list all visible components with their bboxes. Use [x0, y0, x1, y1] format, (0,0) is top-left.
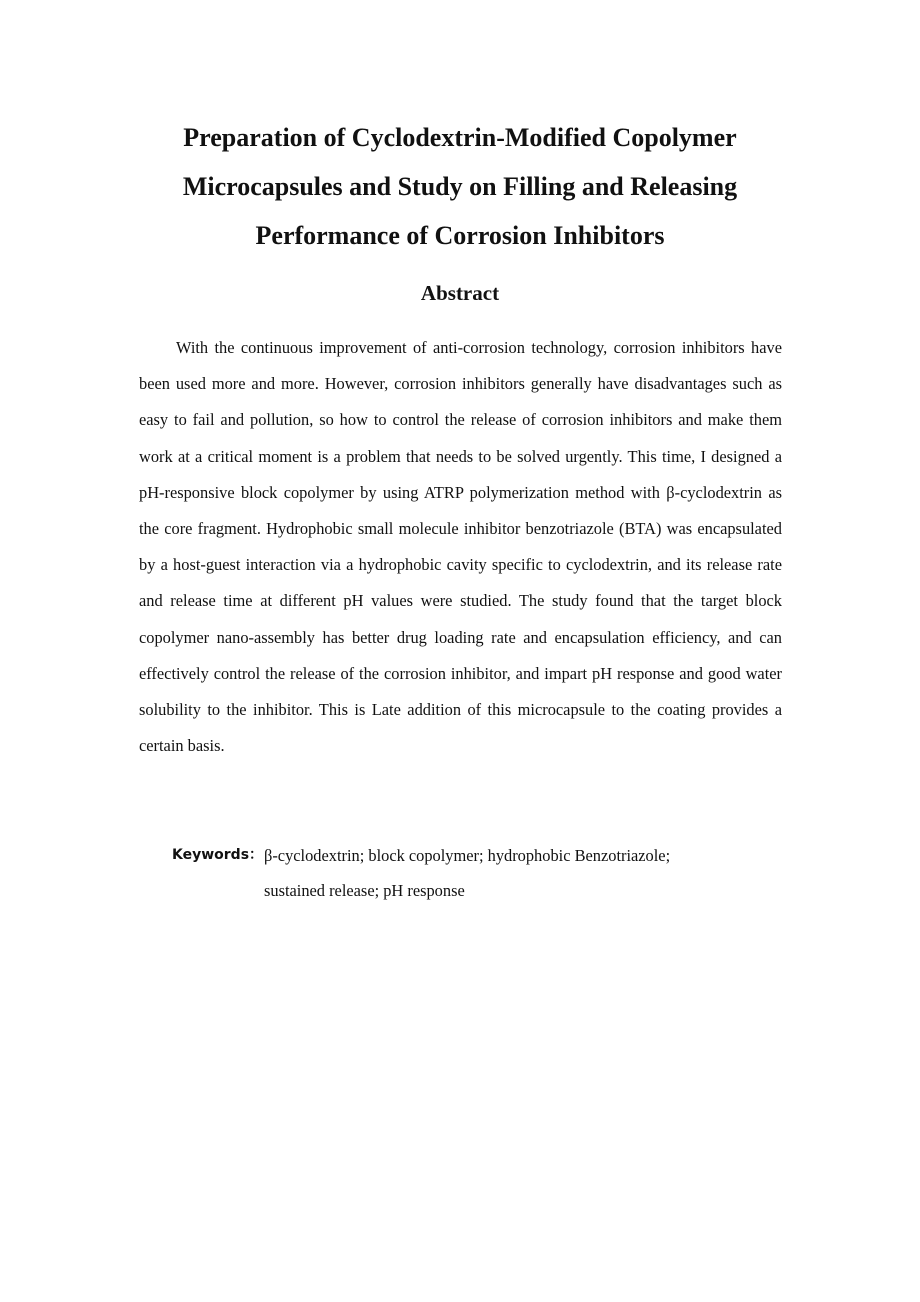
keywords-text: β-cyclodextrin; block copolymer; hydrophobic Benzotriazole; sustained release; pH response [264, 846, 671, 900]
keywords-label: Keywords： [172, 847, 264, 863]
abstract-heading: Abstract [420, 281, 500, 305]
title-line-2: Microcapsules and Study on Filling and Releasing [182, 172, 738, 201]
abstract-body: With the continuous improvement of anti-corrosion technology, corrosion inhibitors have been used more and more. However, corrosion inhibitors generally have disadvantages such as easy to fail and pollution, so how to control the release of corrosion inhibitors and make them work at a critical moment is a problem that needs to be solved urgently. This time, I designed a pH-responsive block copolymer by using ATRP polymerization method with β-cyclodextrin as the core fragment. Hydrophobic small molecule inhibitor benzotriazole (BTA) was encapsulated by a host-guest interaction via a hydrophobic cavity specific to cyclodextrin, and its release rate and release time at different pH values were studied. The study found that the target block copolymer nano-assembly has better drug loading rate and encapsulation efficiency, and can effectively control the release of the corrosion inhibitor, and impart pH response and good water solubility to the inhibitor. This is Late addition of this microcapsule to the coating provides a certain basis. [139, 338, 782, 756]
paper-title [100, 113, 820, 260]
title-line-3: Performance of Corrosion Inhibitors [255, 221, 665, 250]
title-line-1: Preparation of Cyclodextrin-Modified Copolymer [183, 123, 737, 152]
